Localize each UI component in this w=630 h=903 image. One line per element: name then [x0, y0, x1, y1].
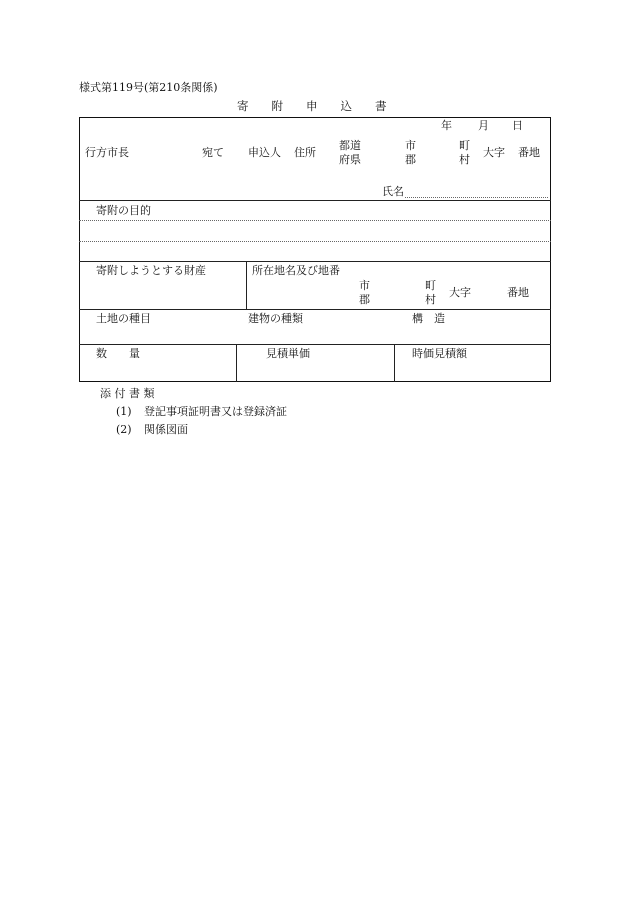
applicant-banchi: 番地	[518, 146, 540, 159]
applicant-address-label: 住所	[294, 146, 316, 159]
addressee-honorific: 宛て	[202, 146, 224, 159]
unit-price-label: 見積単価	[266, 347, 310, 360]
property-banchi: 番地	[507, 286, 529, 299]
attachment-1-text: 登記事項証明書又は登録済証	[144, 405, 287, 418]
property-location-label: 所在地名及び地番	[252, 264, 340, 277]
land-type-label: 土地の種目	[96, 312, 151, 325]
form-number: 様式第119号(第210条関係)	[79, 81, 218, 94]
applicant-county: 郡	[405, 153, 416, 166]
property-town: 町	[425, 279, 436, 292]
attachment-2-number: (2)	[116, 423, 132, 436]
applicant-name-line[interactable]	[405, 197, 548, 198]
date-day-label: 日	[512, 119, 523, 132]
building-type-label: 建物の種類	[248, 312, 303, 325]
property-village: 村	[425, 293, 436, 306]
addressee-mayor: 行方市長	[85, 146, 129, 159]
quantity-label: 数 量	[96, 347, 140, 360]
applicant-oaza: 大字	[483, 146, 505, 159]
applicant-name-label: 氏名	[382, 185, 404, 198]
divider-land-bottom	[79, 344, 551, 345]
divider-applicant-bottom	[79, 200, 551, 201]
applicant-label: 申込人	[248, 146, 281, 159]
applicant-prefecture-line2: 府県	[339, 153, 361, 166]
divider-purpose-bottom	[79, 261, 551, 262]
date-year-label: 年	[441, 119, 452, 132]
date-month-label: 月	[478, 119, 489, 132]
purpose-line-1	[79, 220, 551, 221]
attachment-2-text: 関係図面	[144, 423, 188, 436]
market-value-label: 時価見積額	[412, 347, 467, 360]
applicant-village: 村	[459, 153, 470, 166]
divider-property-bottom	[79, 309, 551, 310]
attachments-title: 添 付 書 類	[100, 387, 155, 400]
attachment-1-number: (1)	[116, 405, 132, 418]
structure-label: 構 造	[412, 312, 445, 325]
divider-price-value	[394, 344, 395, 382]
purpose-line-2	[79, 241, 551, 242]
divider-quantity-price	[236, 344, 237, 382]
divider-property-location	[246, 261, 247, 309]
property-label: 寄附しようとする財産	[96, 264, 206, 277]
property-oaza: 大字	[449, 286, 471, 299]
applicant-prefecture-line1: 都道	[339, 139, 361, 152]
form-title: 寄 附 申 込 書	[237, 99, 387, 113]
property-city: 市	[359, 279, 370, 292]
purpose-label: 寄附の目的	[96, 204, 151, 217]
applicant-city: 市	[405, 139, 416, 152]
property-county: 郡	[359, 293, 370, 306]
applicant-town: 町	[459, 139, 470, 152]
